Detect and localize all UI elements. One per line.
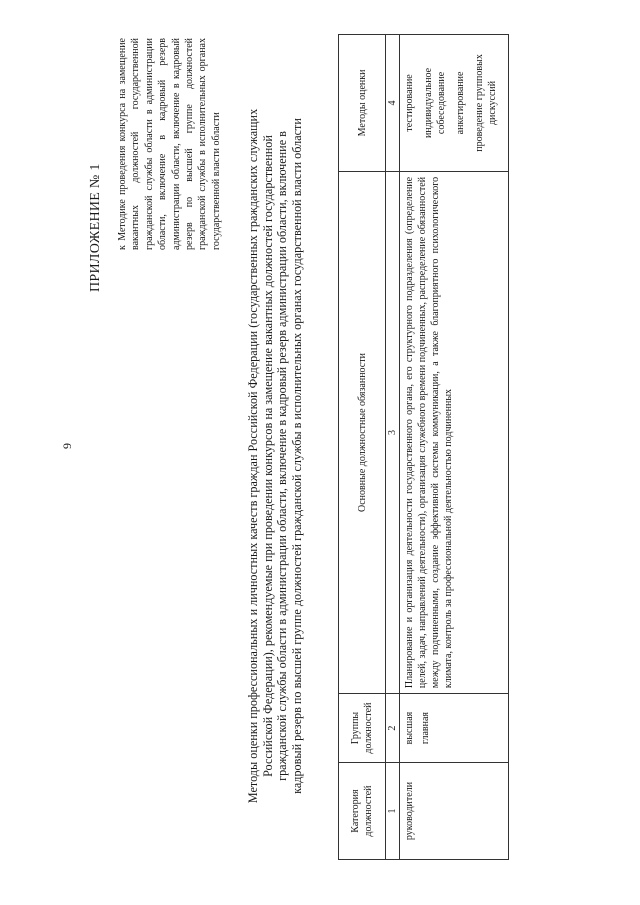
column-number-2: 2 (386, 694, 400, 763)
group-item: главная (420, 712, 431, 745)
row-methods (400, 35, 509, 172)
group-item: высшая (404, 711, 415, 745)
evaluation-methods-table (338, 34, 509, 860)
header-groups: Группы должностей (339, 694, 386, 763)
method-item: индивидуальное собеседование (423, 67, 447, 139)
method-item: тестирование (404, 74, 415, 132)
table-header-row (339, 35, 386, 860)
method-item: проведение групповых дискуссий (474, 54, 498, 152)
appendix-title: ПРИЛОЖЕНИЕ № 1 (88, 163, 103, 292)
method-item: анкетирование (455, 71, 466, 135)
page-number: 9 (60, 443, 74, 449)
column-number-1: 1 (386, 763, 400, 860)
rotated-document-page (20, 22, 620, 882)
row-duties: Планирование и организация деятельности государственного органа, его структурного подразделения (определение целей, задач, направлений деятельности), организация служебного времени подчиненных, распределение обязанностей между подчиненными, создание эффективной системы коммуникации, а также благоприятного психологического климата, контроль за профессиональной деятельностью подчиненных (400, 171, 509, 693)
header-duties: Основные должностные обязанности (339, 171, 386, 693)
appendix-reference: к Методике проведения конкурса на замещение вакантных должностей государственной гражданской службы области в администрации области, включение в кадровый резерв администрации области, включение в кадровый резерв по высшей группе должностей гражданской службы в исполнительных органах государственной власти области (117, 38, 222, 250)
table-row (400, 35, 509, 860)
row-groups (400, 694, 509, 763)
row-category: руководители (400, 763, 509, 860)
column-number-3: 3 (386, 171, 400, 693)
document-title: Методы оценки профессиональных и личностных качеств граждан Российской Федерации (государственных гражданских служащих Российской Федерации), рекомендуемые при проведении конкурсов на замещение вакантных должностей государственной гражданской службы области в администрации области, включение в кадровый резерв администрации области, включение в кадровый резерв по высшей группе должностей гражданской службы в исполнительных органах государственной власти области (246, 108, 304, 804)
column-number-4: 4 (386, 35, 400, 172)
header-methods: Методы оценки (339, 35, 386, 172)
column-number-row (386, 35, 400, 860)
header-category: Категория должностей (339, 763, 386, 860)
